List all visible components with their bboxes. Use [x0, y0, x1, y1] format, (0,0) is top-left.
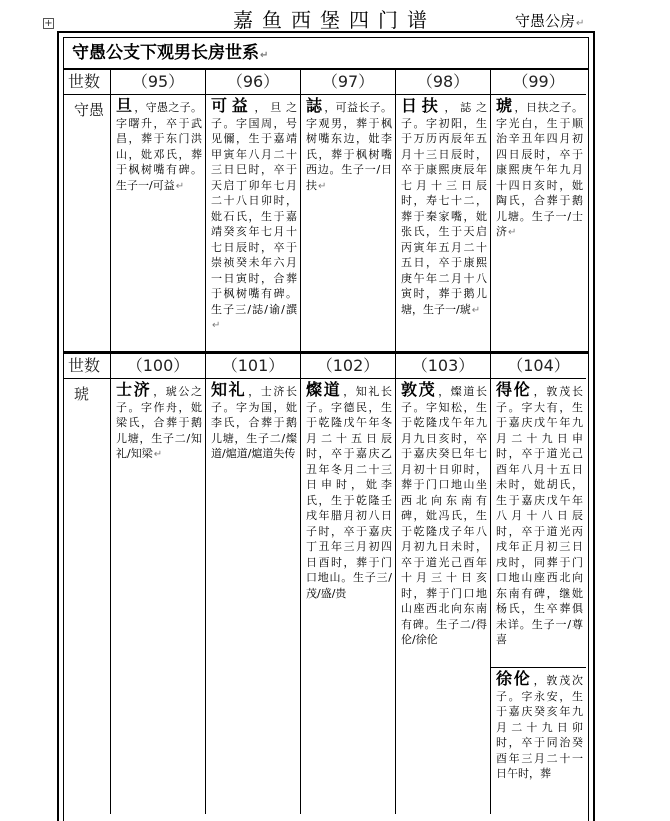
branch-label: 守愚公房↵ — [515, 12, 585, 30]
person-name: 徐伦 — [496, 669, 532, 688]
person-number: （102） — [301, 354, 395, 379]
person-number: （98） — [396, 70, 490, 95]
paragraph-mark-icon: ↵ — [212, 320, 221, 331]
person-cell[interactable] — [396, 354, 491, 814]
person-cell[interactable] — [111, 70, 206, 351]
person-number: （104） — [491, 354, 586, 379]
person-name: 日扶 — [401, 96, 443, 115]
person-entry — [491, 95, 586, 241]
person-entry — [206, 379, 300, 462]
person-entry — [111, 379, 205, 463]
person-bio: ，敦茂长子。字大有，生于嘉庆戊午年九月二十九日申时，卒于道光己酉年八月十五日未时，妣胡氏，生于嘉庆戊午年八月十八日辰时，卒于道光丙戌年正月初三日戌时，同葬于门口地山座西北向东南有碑，继妣杨氏，生卒葬俱未详。生子一/尊喜 — [496, 385, 583, 646]
paragraph-mark-icon: ↵ — [471, 304, 481, 316]
person-number: （96） — [206, 70, 300, 95]
paragraph-mark-icon: ↵ — [318, 180, 327, 192]
generation-row-1 — [64, 70, 588, 351]
person-entry — [491, 379, 586, 667]
generation-label-column — [64, 354, 111, 814]
person-bio: ，誌之子。字初阳，生于万历丙辰年五月十三日辰时，卒于康熙庚辰年七月十三日辰时，寿七十二，葬于秦家嘴，妣张氏，生于天启丙寅年五月二十五日，卒于康熙庚午年二月十八寅时，葬于鹅儿塘，生子一/琥 — [401, 101, 487, 316]
person-cell[interactable] — [206, 354, 301, 814]
person-cell[interactable] — [396, 70, 491, 351]
person-number: （99） — [491, 70, 586, 95]
person-bio: ，可益长子。字观男，葬于枫树嘴东边，妣李氏，葬于枫树嘴西边。生子一/日扶 — [306, 101, 392, 192]
person-bio: ，守愚之子。字曙升，卒于武昌，葬于东门洪山，妣邓氏，葬于枫树嘴有碑。生子一/可益 — [116, 101, 202, 192]
paragraph-mark-icon: ↵ — [153, 449, 163, 460]
person-bio: ，燦道长子。字知松，生于乾隆戊午年九月九日亥时，卒于嘉庆癸巳年七月初十日卯时，葬于门口地山坐西北向东南有碑，妣冯氏，生于乾隆戊子年八月初九日未时，卒于道光己酉年十月三十日亥时，葬于门口地山座西北向东南有碑。生子二/得伦/徐伦 — [401, 385, 487, 646]
generation-row-2 — [64, 354, 588, 814]
paragraph-mark-icon: ↵ — [260, 50, 269, 61]
paragraph-mark-icon: ↵ — [508, 227, 517, 238]
person-number: （100） — [111, 354, 205, 379]
person-entry — [396, 95, 490, 318]
person-bio: ，琥公之子。字作舟，妣梁氏，合葬于鹅儿塘，生子二/知礼/知梁 — [116, 385, 202, 460]
generation-label: 世数 — [64, 354, 110, 379]
person-entry-secondary — [491, 667, 586, 782]
person-entry — [301, 379, 395, 601]
person-name: 旦 — [116, 96, 133, 115]
person-cell[interactable] — [301, 354, 396, 814]
person-bio: ，士济长子。字为国，妣李氏，合葬于鹅儿塘，生子二/燦道/熩道/熩道失传 — [211, 385, 297, 460]
section-title: 守愚公支下观男长房世系↵ — [64, 38, 588, 70]
person-number: （95） — [111, 70, 205, 95]
person-name: 可益 — [211, 96, 253, 115]
person-number: （101） — [206, 354, 300, 379]
person-bio: ，旦之子。字国周，号见儞，生于嘉靖甲寅年八月二十三日巳时，卒于天启丁卯年七月二十八日卯时，妣石氏，生于嘉靖癸亥年七月十七日辰时，卒于崇祯癸未年六月一日寅时，合葬于枫树嘴有碑。生子三/誌/谕/譔 — [211, 101, 297, 316]
generation-ancestor: 琥 — [74, 385, 90, 403]
person-name: 知礼 — [211, 380, 247, 399]
person-name: 燦道 — [306, 380, 342, 399]
generation-label-column — [64, 70, 111, 351]
person-entry — [396, 379, 490, 648]
generation-label: 世数 — [64, 70, 110, 95]
person-name: 琥 — [496, 96, 513, 115]
paragraph-mark-icon: ↵ — [175, 180, 185, 192]
person-bio: ，敦茂次子。字永安，生于嘉庆癸亥年九月二十九日卯时，卒于同治癸酉年三月二十一日午时，葬 — [496, 674, 583, 780]
person-number: （103） — [396, 354, 490, 379]
person-name: 誌 — [306, 96, 323, 115]
person-name: 士济 — [116, 380, 152, 399]
person-bio: ，知礼长子。字德民，生于乾隆戊午年冬月二十五日辰时，卒于嘉庆乙丑年冬月二十三日申时，妣李氏，生于乾隆壬戌年腊月初八日子时，卒于嘉庆丁丑年三月初四日酉时，葬于门口地山。生子三/茂/盛/贵 — [306, 385, 392, 600]
move-table-icon[interactable]: + — [44, 18, 53, 29]
person-name: 得伦 — [496, 380, 532, 399]
person-cell[interactable] — [206, 70, 301, 351]
person-entry — [206, 95, 300, 334]
person-bio: ，日扶之子。字光白，生于顺治辛丑年四月初四日辰时，卒于康熙庚午年九月十四日亥时，妣陶氏，合葬于鹅儿塘。生子一/士济 — [496, 101, 583, 238]
person-entry — [301, 95, 395, 194]
person-name: 敦茂 — [401, 380, 437, 399]
generation-ancestor: 守愚 — [74, 101, 105, 119]
genealogy-table — [57, 31, 595, 821]
person-number: （97） — [301, 70, 395, 95]
person-cell[interactable] — [301, 70, 396, 351]
person-entry — [111, 95, 205, 194]
document-title: 嘉鱼西堡四门谱 — [233, 8, 436, 32]
person-cell[interactable] — [491, 70, 586, 351]
person-cell[interactable] — [111, 354, 206, 814]
paragraph-mark-icon: ↵ — [576, 18, 585, 29]
person-cell[interactable] — [491, 354, 586, 814]
